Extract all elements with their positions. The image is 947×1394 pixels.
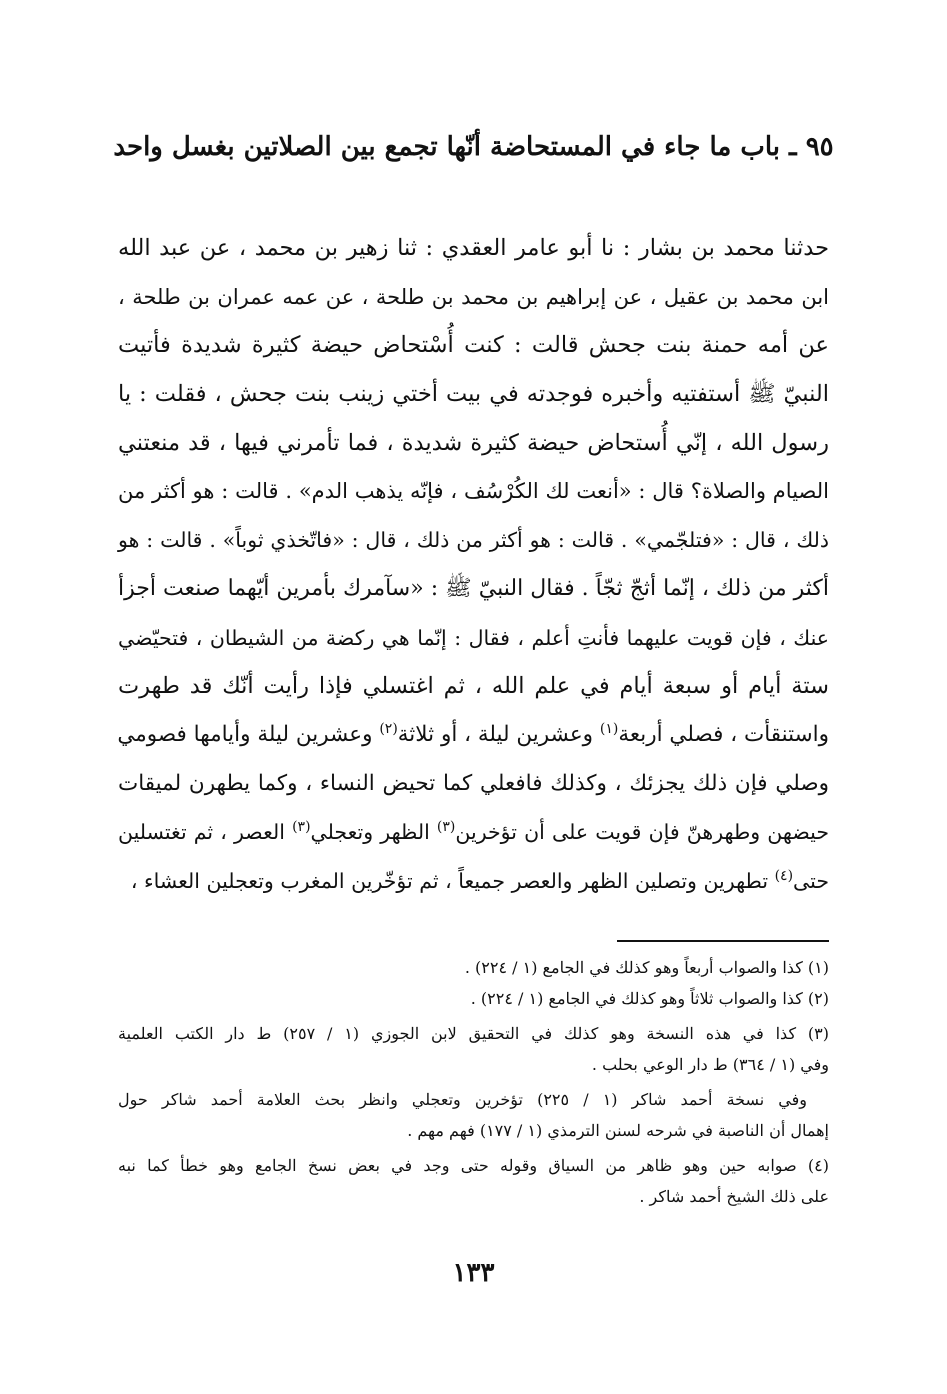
body-line-13 [118,808,829,857]
footnote-ref-2: (٢) [379,720,398,737]
body-line-11-part-b: وعشرين ليلة ، أو ثلاثة [397,721,594,747]
footnote-3-line-2: وفي (١ / ٣٦٤) ط دار الوعي بحلب . [591,1055,829,1074]
footnote-separator [617,940,829,942]
body-line-14 [118,857,829,906]
body-line-10: ستة أيام أو سبعة أيام في علم الله ، ثم اغتسلي فإذا رأيت أنّك قد طهرت [118,673,829,700]
body-line-13-part-c: العصر ، ثم تغتسلين [118,820,285,845]
body-line-8: أكثر من ذلك ، إنّما أثجّ ثجّاً . فقال النبيّ ﷺ : «سآمرك بأمرين أيّهما صنعت أجزأ [118,575,829,601]
body-line-5: رسول الله ، إنّي أُستحاض حيضة كثيرة شديدة ، فما تأمرني فيها ، قد منعتني [118,429,829,456]
body-line-13-part-b: الظهر وتعجلي [310,820,430,845]
body-line-7: ذلك ، قال : «فتلجّمي» . قالت : هو أكثر من ذلك ، قال : «فاتّخذي ثوباً» . قالت : هو [118,528,829,553]
body-line-1: حدثنا محمد بن بشار : نا أبو عامر العقدي : ثنا زهير بن محمد ، عن عبد الله [118,235,829,261]
footnote-1: (١) كذا والصواب أربعاً وهو كذلك في الجامع (١ / ٢٢٤) . [464,958,829,977]
page-number: ١٣٣ [452,1258,495,1288]
footnote-ref-3a: (٣) [436,819,456,836]
body-line-4: النبيّ ﷺ أستفتيه وأخبره فوجدته في بيت أختي زينب بنت جحش ، فقلت : يا [118,381,829,408]
body-line-13-part-a: حيضهن وطهرهنّ فإن قويت على أن تؤخرين [455,820,829,845]
body-line-11-part-c: وعشرين ليلة وأيامها فصومي [117,721,373,747]
body-line-14-part-a: حتى [793,868,829,893]
footnote-ref-1: (١) [599,720,619,737]
body-line-2: ابن محمد بن عقيل ، عن إبراهيم بن محمد بن طلحة ، عن عمه عمران بن طلحة ، [118,284,829,309]
hadith-body [118,224,829,906]
footnote-2: (٢) كذا والصواب ثلاثاً وهو كذلك في الجامع (١ / ٢٢٤) . [470,989,829,1008]
chapter-heading: ٩٥ ـ باب ما جاء في المستحاضة أنّها تجمع بين الصلاتين بغسل واحد [113,132,834,162]
footnotes [118,952,829,1212]
footnote-3-line-4: إهمال أن الناصبة في شرحه لسنن الترمذي (١ / ١٧٧) فهم مهم . [407,1121,829,1140]
body-line-9: عنك ، فإن قويت عليهما فأنتِ أعلم ، فقال : إنّما هي ركضة من الشيطان ، فتحيّضي [118,625,829,650]
footnote-ref-3b: (٣) [292,819,311,836]
footnote-4-line-1: (٤) صوابه حين وهو ظاهر من السياق وقوله حتى وجد في بعض نسخ الجامع وهو خطأ كما نبه [118,1156,829,1175]
body-line-11 [118,711,829,760]
body-line-11-part-a: واستنقأت ، فصلي أربعة [618,721,829,747]
footnote-3-line-3: وفي نسخة أحمد شاكر (١ / ٢٢٥) تؤخرين وتعجلي وانظر بحث العلامة أحمد شاكر حول [118,1090,808,1109]
footnote-ref-4: (٤) [774,868,794,885]
body-line-6: الصيام والصلاة؟ قال : «أنعت لك الكُرْسُف ، فإنّه يذهب الدم» . قالت : هو أكثر من [118,479,829,504]
footnote-4-line-2: على ذلك الشيخ أحمد شاكر . [639,1187,829,1206]
body-line-12: وصلي فإن ذلك يجزئك ، وكذلك فافعلي كما تحيض النساء ، وكما يطهرن لميقات [118,770,829,796]
body-line-14-part-b: تطهرين وتصلين الظهر والعصر جميعاً ، ثم تؤخّرين المغرب وتعجلين العشاء ، [130,868,769,893]
body-line-3: عن أمه حمنة بنت جحش قالت : كنت أُسْتحاض حيضة كثيرة شديدة فأتيت [118,332,829,359]
footnote-3-line-1: (٣) كذا في هذه النسخة وهو كذلك في التحقيق لابن الجوزي (١ / ٢٥٧) ط دار الكتب العلمية [118,1024,830,1043]
